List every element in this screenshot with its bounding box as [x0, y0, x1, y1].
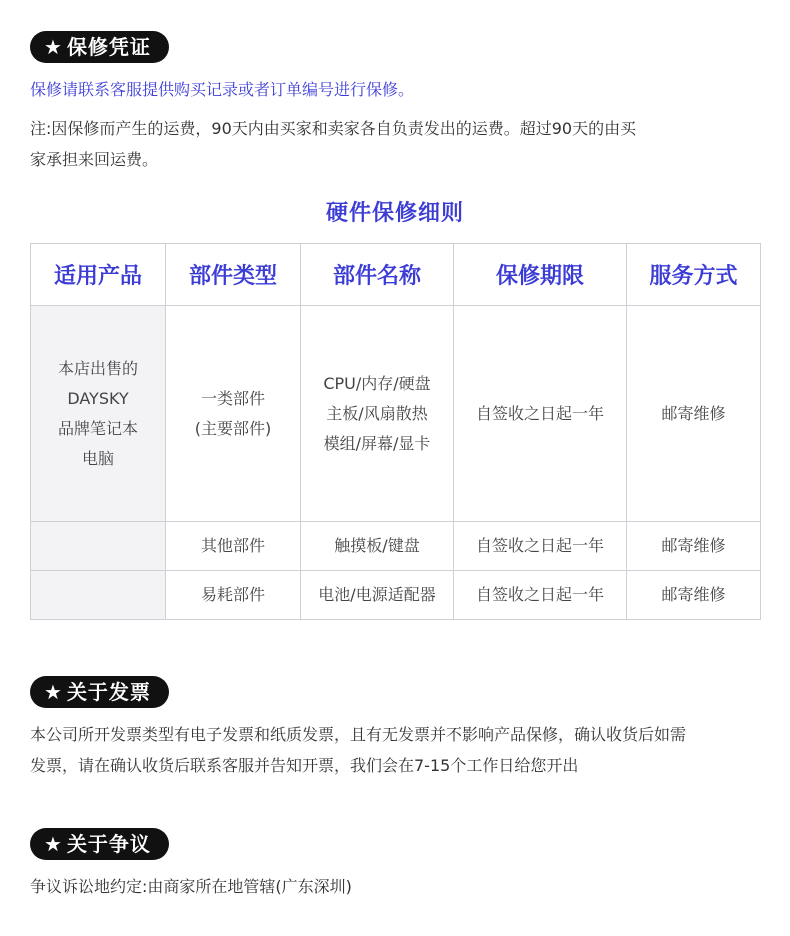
- header-service: 服务方式: [627, 244, 761, 306]
- warranty-note-line2: 家承担来回运费。: [30, 150, 159, 169]
- cell-product: [31, 306, 166, 522]
- invoice-heading: 关于发票: [66, 680, 151, 704]
- cell-part-name: [301, 306, 454, 522]
- cell-period: 自签收之日起一年: [454, 306, 627, 522]
- star-icon: ★: [44, 832, 63, 856]
- invoice-line1: 本公司所开发票类型有电子发票和纸质发票，且有无发票并不影响产品保修，确认收货后如需: [30, 725, 687, 744]
- header-product: 适用产品: [31, 244, 166, 306]
- cell-period: 自签收之日起一年: [454, 522, 627, 571]
- header-part-name: 部件名称: [301, 244, 454, 306]
- dispute-heading-pill: [30, 828, 169, 860]
- table-title: 硬件保修细则: [325, 201, 464, 226]
- star-icon: ★: [44, 680, 63, 704]
- invoice-line2: 发票，请在确认收货后联系客服并告知开票，我们会在7-15个工作日给您开出: [30, 756, 579, 775]
- warranty-table: [30, 243, 761, 620]
- warranty-heading-pill: [30, 31, 169, 63]
- cell-part-name: 电池/电源适配器: [301, 571, 454, 620]
- dispute-line1: 争议诉讼地约定:由商家所在地管辖(广东深圳): [30, 877, 352, 896]
- cell-part-name: 触摸板/键盘: [301, 522, 454, 571]
- cell-part-type: 其他部件: [166, 522, 301, 571]
- part-type-line: (主要部件): [194, 418, 272, 438]
- star-icon: ★: [44, 35, 63, 59]
- part-type-line: 一类部件: [200, 388, 265, 408]
- cell-product-empty: [31, 522, 166, 571]
- warranty-heading: 保修凭证: [66, 35, 151, 59]
- cell-period: 自签收之日起一年: [454, 571, 627, 620]
- header-period: 保修期限: [454, 244, 627, 306]
- invoice-heading-pill: [30, 676, 169, 708]
- header-part-type: 部件类型: [166, 244, 301, 306]
- cell-part-type: [166, 306, 301, 522]
- warranty-notice: 保修请联系客服提供购买记录或者订单编号进行保修。: [30, 80, 415, 99]
- warranty-note-line1: 注:因保修而产生的运费，90天内由买家和卖家各自负责发出的运费。超过90天的由买: [30, 119, 637, 138]
- product-line: 本店出售的: [57, 358, 138, 378]
- table-row: [31, 571, 761, 620]
- cell-service: 邮寄维修: [627, 571, 761, 620]
- cell-service: 邮寄维修: [627, 522, 761, 571]
- part-name-line: 主板/风扇散热: [326, 403, 428, 423]
- cell-service: 邮寄维修: [627, 306, 761, 522]
- part-name-line: CPU/内存/硬盘: [323, 373, 431, 393]
- table-row: [31, 522, 761, 571]
- table-row: [31, 306, 761, 522]
- part-name-line: 模组/屏幕/显卡: [323, 433, 431, 453]
- product-line: 电脑: [81, 448, 114, 468]
- product-line: 品牌笔记本: [57, 418, 138, 438]
- table-header-row: [31, 244, 761, 306]
- cell-product-empty: [31, 571, 166, 620]
- product-line: DAYSKY: [67, 388, 129, 408]
- dispute-heading: 关于争议: [66, 832, 151, 856]
- cell-part-type: 易耗部件: [166, 571, 301, 620]
